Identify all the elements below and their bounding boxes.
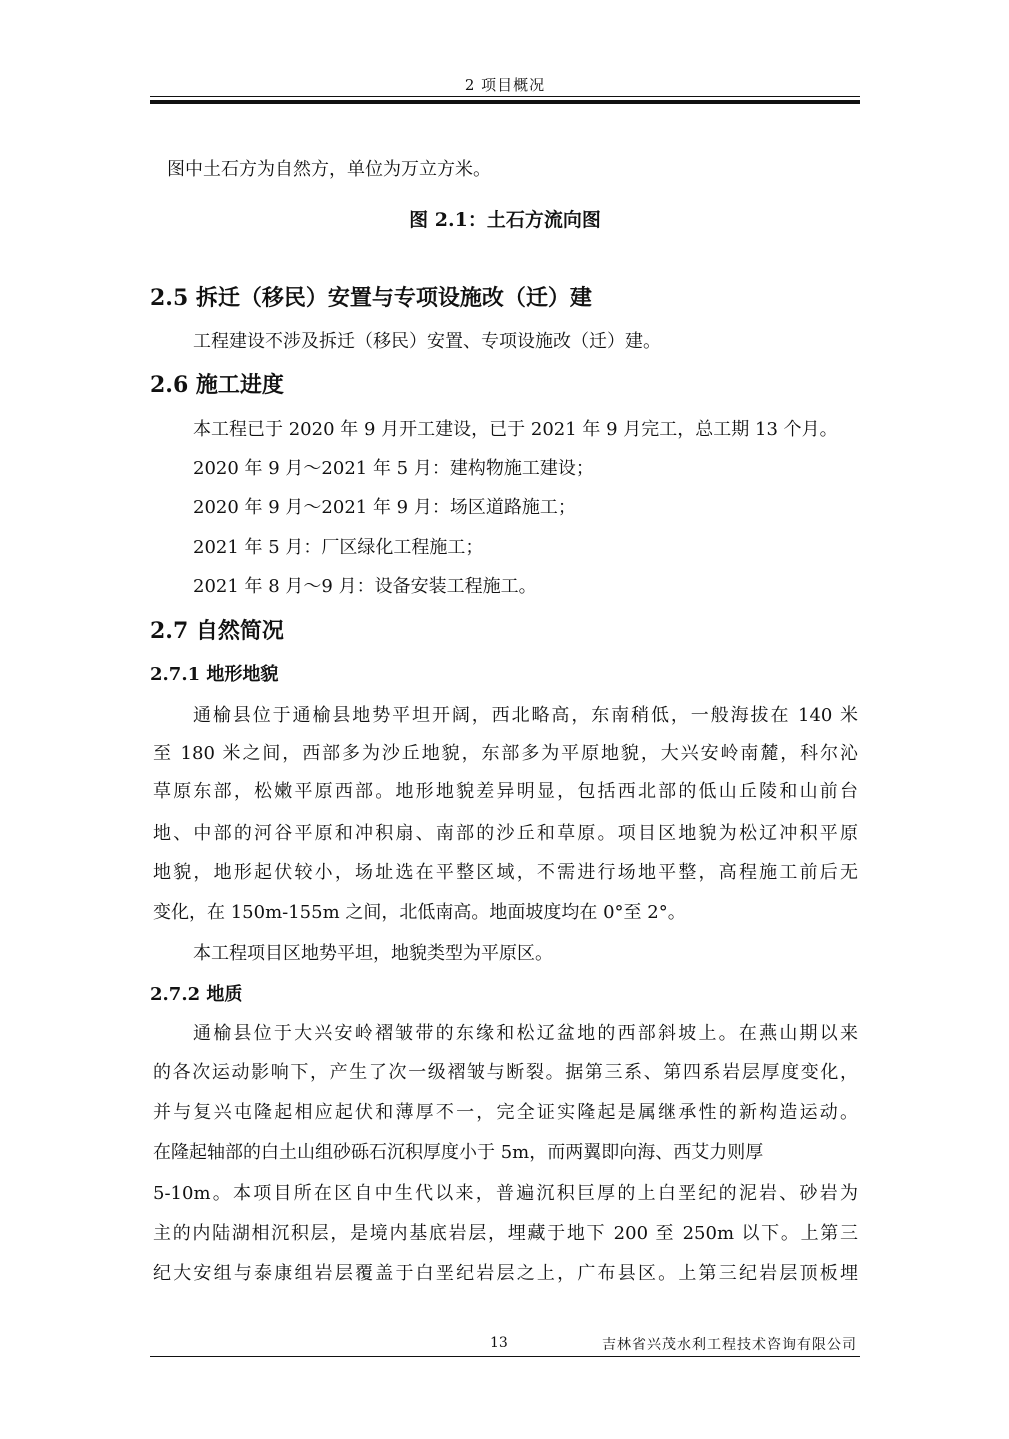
geology-line: 在隆起轴部的白土山组砂砾石沉积厚度小于 5m，而两翼即向海、西艾力则厚 (153, 1142, 764, 1163)
terrain-line: 通榆县位于通榆县地势平坦开阔，西北略高，东南稍低，一般海拔在 140 米 (193, 705, 858, 726)
section-2-5-body: 工程建设不涉及拆迁（移民）安置、专项设施改（迁）建。 (193, 331, 661, 352)
schedule-line: 2021 年 5 月：厂区绿化工程施工； (193, 537, 484, 558)
figure-note: 图中土石方为自然方，单位为万立方米。 (167, 159, 491, 180)
geology-line: 纪大安组与泰康组岩层覆盖于白垩纪岩层之上，广布县区。上第三纪岩层顶板埋 (153, 1263, 858, 1284)
section-2-5-title: 2.5 拆迁（移民）安置与专项设施改（迁）建 (150, 285, 592, 311)
schedule-line: 2020 年 9 月～2021 年 9 月：场区道路施工； (193, 497, 576, 518)
schedule-line: 2020 年 9 月～2021 年 5 月：建构物施工建设； (193, 458, 594, 479)
terrain-line: 地、中部的河谷平原和冲积扇、南部的沙丘和草原。项目区地貌为松辽冲积平原 (153, 823, 858, 844)
schedule-line: 2021 年 8 月～9 月：设备安装工程施工。 (193, 576, 537, 597)
section-2-6-title: 2.6 施工进度 (150, 372, 284, 398)
terrain-summary: 本工程项目区地势平坦，地貌类型为平原区。 (193, 943, 553, 964)
terrain-line: 地貌，地形起伏较小，场址选在平整区域，不需进行场地平整，高程施工前后无 (153, 862, 858, 883)
geology-line: 并与复兴屯隆起相应起伏和薄厚不一，完全证实隆起是属继承性的新构造运动。 (153, 1102, 858, 1123)
geology-line: 通榆县位于大兴安岭褶皱带的东缘和松辽盆地的西部斜坡上。在燕山期以来 (193, 1023, 858, 1044)
schedule-line: 本工程已于 2020 年 9 月开工建设，已于 2021 年 9 月完工，总工期 13 个月。 (193, 419, 838, 440)
header-rule-thin (150, 96, 860, 97)
subsection-2-7-1-title: 2.7.1 地形地貌 (150, 664, 279, 685)
running-head: 2 项目概况 (464, 76, 546, 94)
footer-rule (150, 1356, 860, 1357)
terrain-line: 至 180 米之间，西部多为沙丘地貌，东部多为平原地貌，大兴安岭南麓，科尔沁 (153, 743, 858, 764)
terrain-line: 变化，在 150m-155m 之间，北低南高。地面坡度均在 0°至 2°。 (153, 902, 686, 923)
geology-line: 主的内陆湖相沉积层，是境内基底岩层，埋藏于地下 200 至 250m 以下。上第三 (153, 1223, 858, 1244)
subsection-2-7-2-title: 2.7.2 地质 (150, 984, 243, 1005)
header-rule-thick (150, 100, 860, 104)
section-2-7-title: 2.7 自然简况 (150, 618, 284, 644)
page-number: 13 (490, 1335, 508, 1351)
terrain-line: 草原东部，松嫩平原西部。地形地貌差异明显，包括西北部的低山丘陵和山前台 (153, 781, 858, 802)
geology-line: 的各次运动影响下，产生了次一级褶皱与断裂。据第三系、第四系岩层厚度变化， (153, 1062, 858, 1083)
figure-caption: 图 2.1：土石方流向图 (409, 209, 601, 231)
organization-name: 吉林省兴茂水利工程技术咨询有限公司 (602, 1337, 857, 1353)
geology-line: 5-10m。本项目所在区自中生代以来，普遍沉积巨厚的上白垩纪的泥岩、砂岩为 (153, 1183, 858, 1204)
